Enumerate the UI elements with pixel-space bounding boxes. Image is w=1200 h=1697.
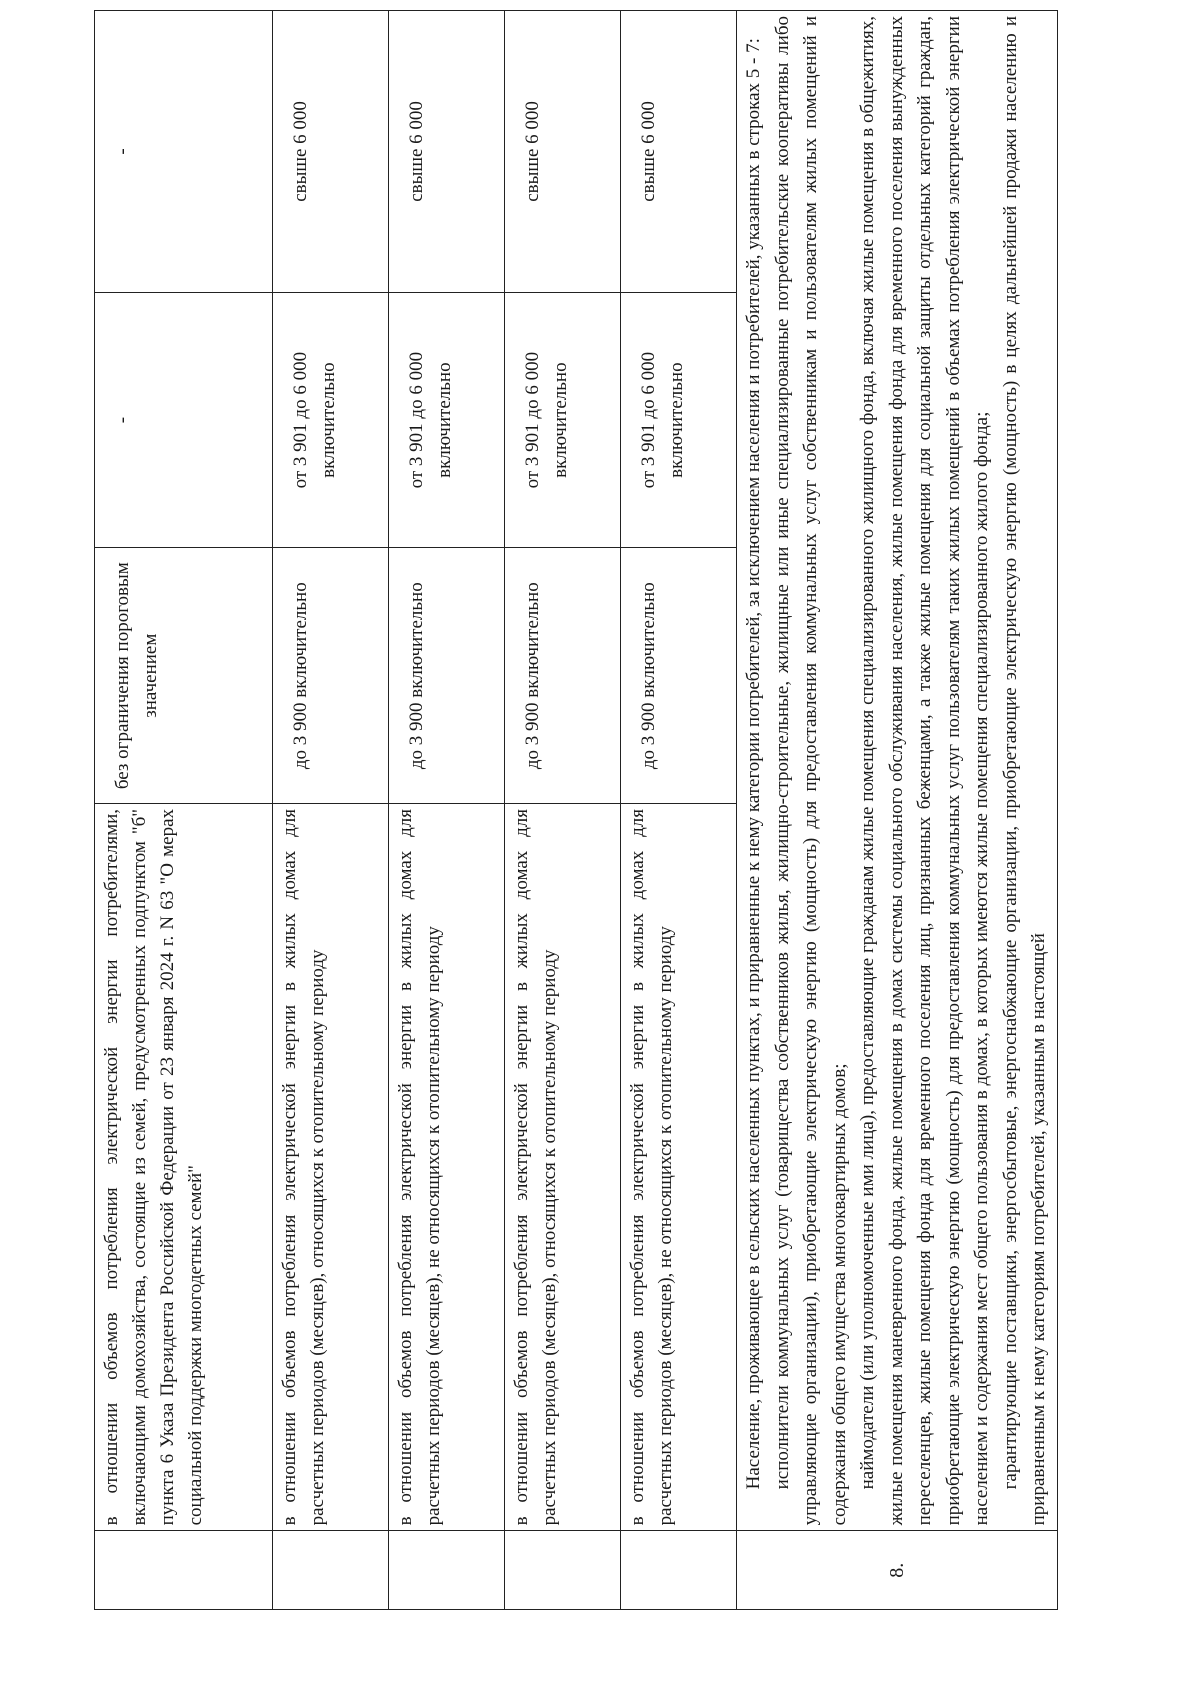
threshold-value-3: свыше 6 000 [389,11,505,293]
row-number [621,1531,737,1610]
table-row [505,11,621,1610]
threshold-value-3: свыше 6 000 [621,11,737,293]
threshold-value-2: от 3 901 до 6 000 включительно [389,292,505,548]
row-number [95,1531,273,1610]
table-row [389,11,505,1610]
threshold-value-2: - [95,292,273,548]
category-paragraph: исполнители коммунальных услуг (товарищества собственников жилья, жилищно-строительные, жилищные или иные специализированные потребительские кооперативы либо управляющие организации), приобретающие электрическую энергию (мощность) для предоставления коммунальных услуг собственникам и пользователям жилых помещений и содержания общего имущества многоквартирных домов; [771,16,850,1526]
threshold-value-1: до 3 900 включительно [389,548,505,804]
threshold-value-1: до 3 900 включительно [505,548,621,804]
threshold-value-2: от 3 901 до 6 000 включительно [621,292,737,548]
row-description: в отношении объемов потребления электрической энергии потребителями, включающими домохозяйства, состоящие из семей, предусмотренных подпунктом "б" пункта 6 Указа Президента Российской Федерации от 23 января 2024 г. N 63 "О мерах социальной поддержки многодетных семей" [95,803,273,1530]
row-description: в отношении объемов потребления электрической энергии в жилых домах для расчетных периодов (месяцев), не относящихся к отопительному периоду [389,803,505,1530]
row-number [389,1531,505,1610]
threshold-value-2: от 3 901 до 6 000 включительно [505,292,621,548]
threshold-value-1: до 3 900 включительно [621,548,737,804]
threshold-value-2: от 3 901 до 6 000 включительно [273,292,389,548]
row-description: в отношении объемов потребления электрической энергии в жилых домах для расчетных периодов (месяцев), относящихся к отопительному периоду [505,803,621,1530]
row-description: в отношении объемов потребления электрической энергии в жилых домах для расчетных периодов (месяцев), не относящихся к отопительному периоду [621,803,737,1530]
threshold-value-3: свыше 6 000 [505,11,621,293]
table-row [273,11,389,1610]
category-paragraph: гарантирующие поставщики, энергосбытовые, энергоснабжающие организации, приобретающие электрическую энергию (мощность) в целях дальнейшей продажи населению и приравненным к нему категориям потребителей, указанным в настоящей [999,16,1049,1526]
tariff-table [94,10,1058,1610]
threshold-value-3: свыше 6 000 [273,11,389,293]
threshold-value-1: до 3 900 включительно [273,548,389,804]
row-number: 8. [737,1531,1058,1610]
category-paragraph: наймодатели (или уполномоченные ими лица), предоставляющие гражданам жилые помещения специализированного жилищного фонда, включая жилые помещения в общежитиях, жилые помещения маневренного фонда, жилые помещения в домах системы социального обслуживания населения, жилые помещения фонда для временного поселения вынужденных переселенцев, жилые помещения фонда для временного поселения лиц, признанных беженцами, а также жилые помещения для социальной защиты отдельных категорий граждан, приобретающие электрическую энергию (мощность) для предоставления коммунальных услуг пользователям таких жилых помещений в объемах потребления электрической энергии населением и содержания мест общего пользования в домах, в которых имеются жилые помещения специализированного жилого фонда; [857,16,992,1526]
row-number [273,1531,389,1610]
row-number [505,1531,621,1610]
row-description: в отношении объемов потребления электрической энергии в жилых домах для расчетных периодов (месяцев), относящихся к отопительному периоду [273,803,389,1530]
category-row [737,11,1058,1610]
category-description [737,11,1058,1531]
threshold-value-3: - [95,11,273,293]
table-row [95,11,273,1610]
category-paragraph: Население, проживающее в сельских населенных пунктах, и приравненные к нему категории потребителей, за исключением населения и потребителей, указанных в строках 5 - 7: [743,38,764,1490]
threshold-value-1: без ограничения пороговым значением [95,548,273,804]
rotated-page [94,10,1104,1610]
table-row [621,11,737,1610]
